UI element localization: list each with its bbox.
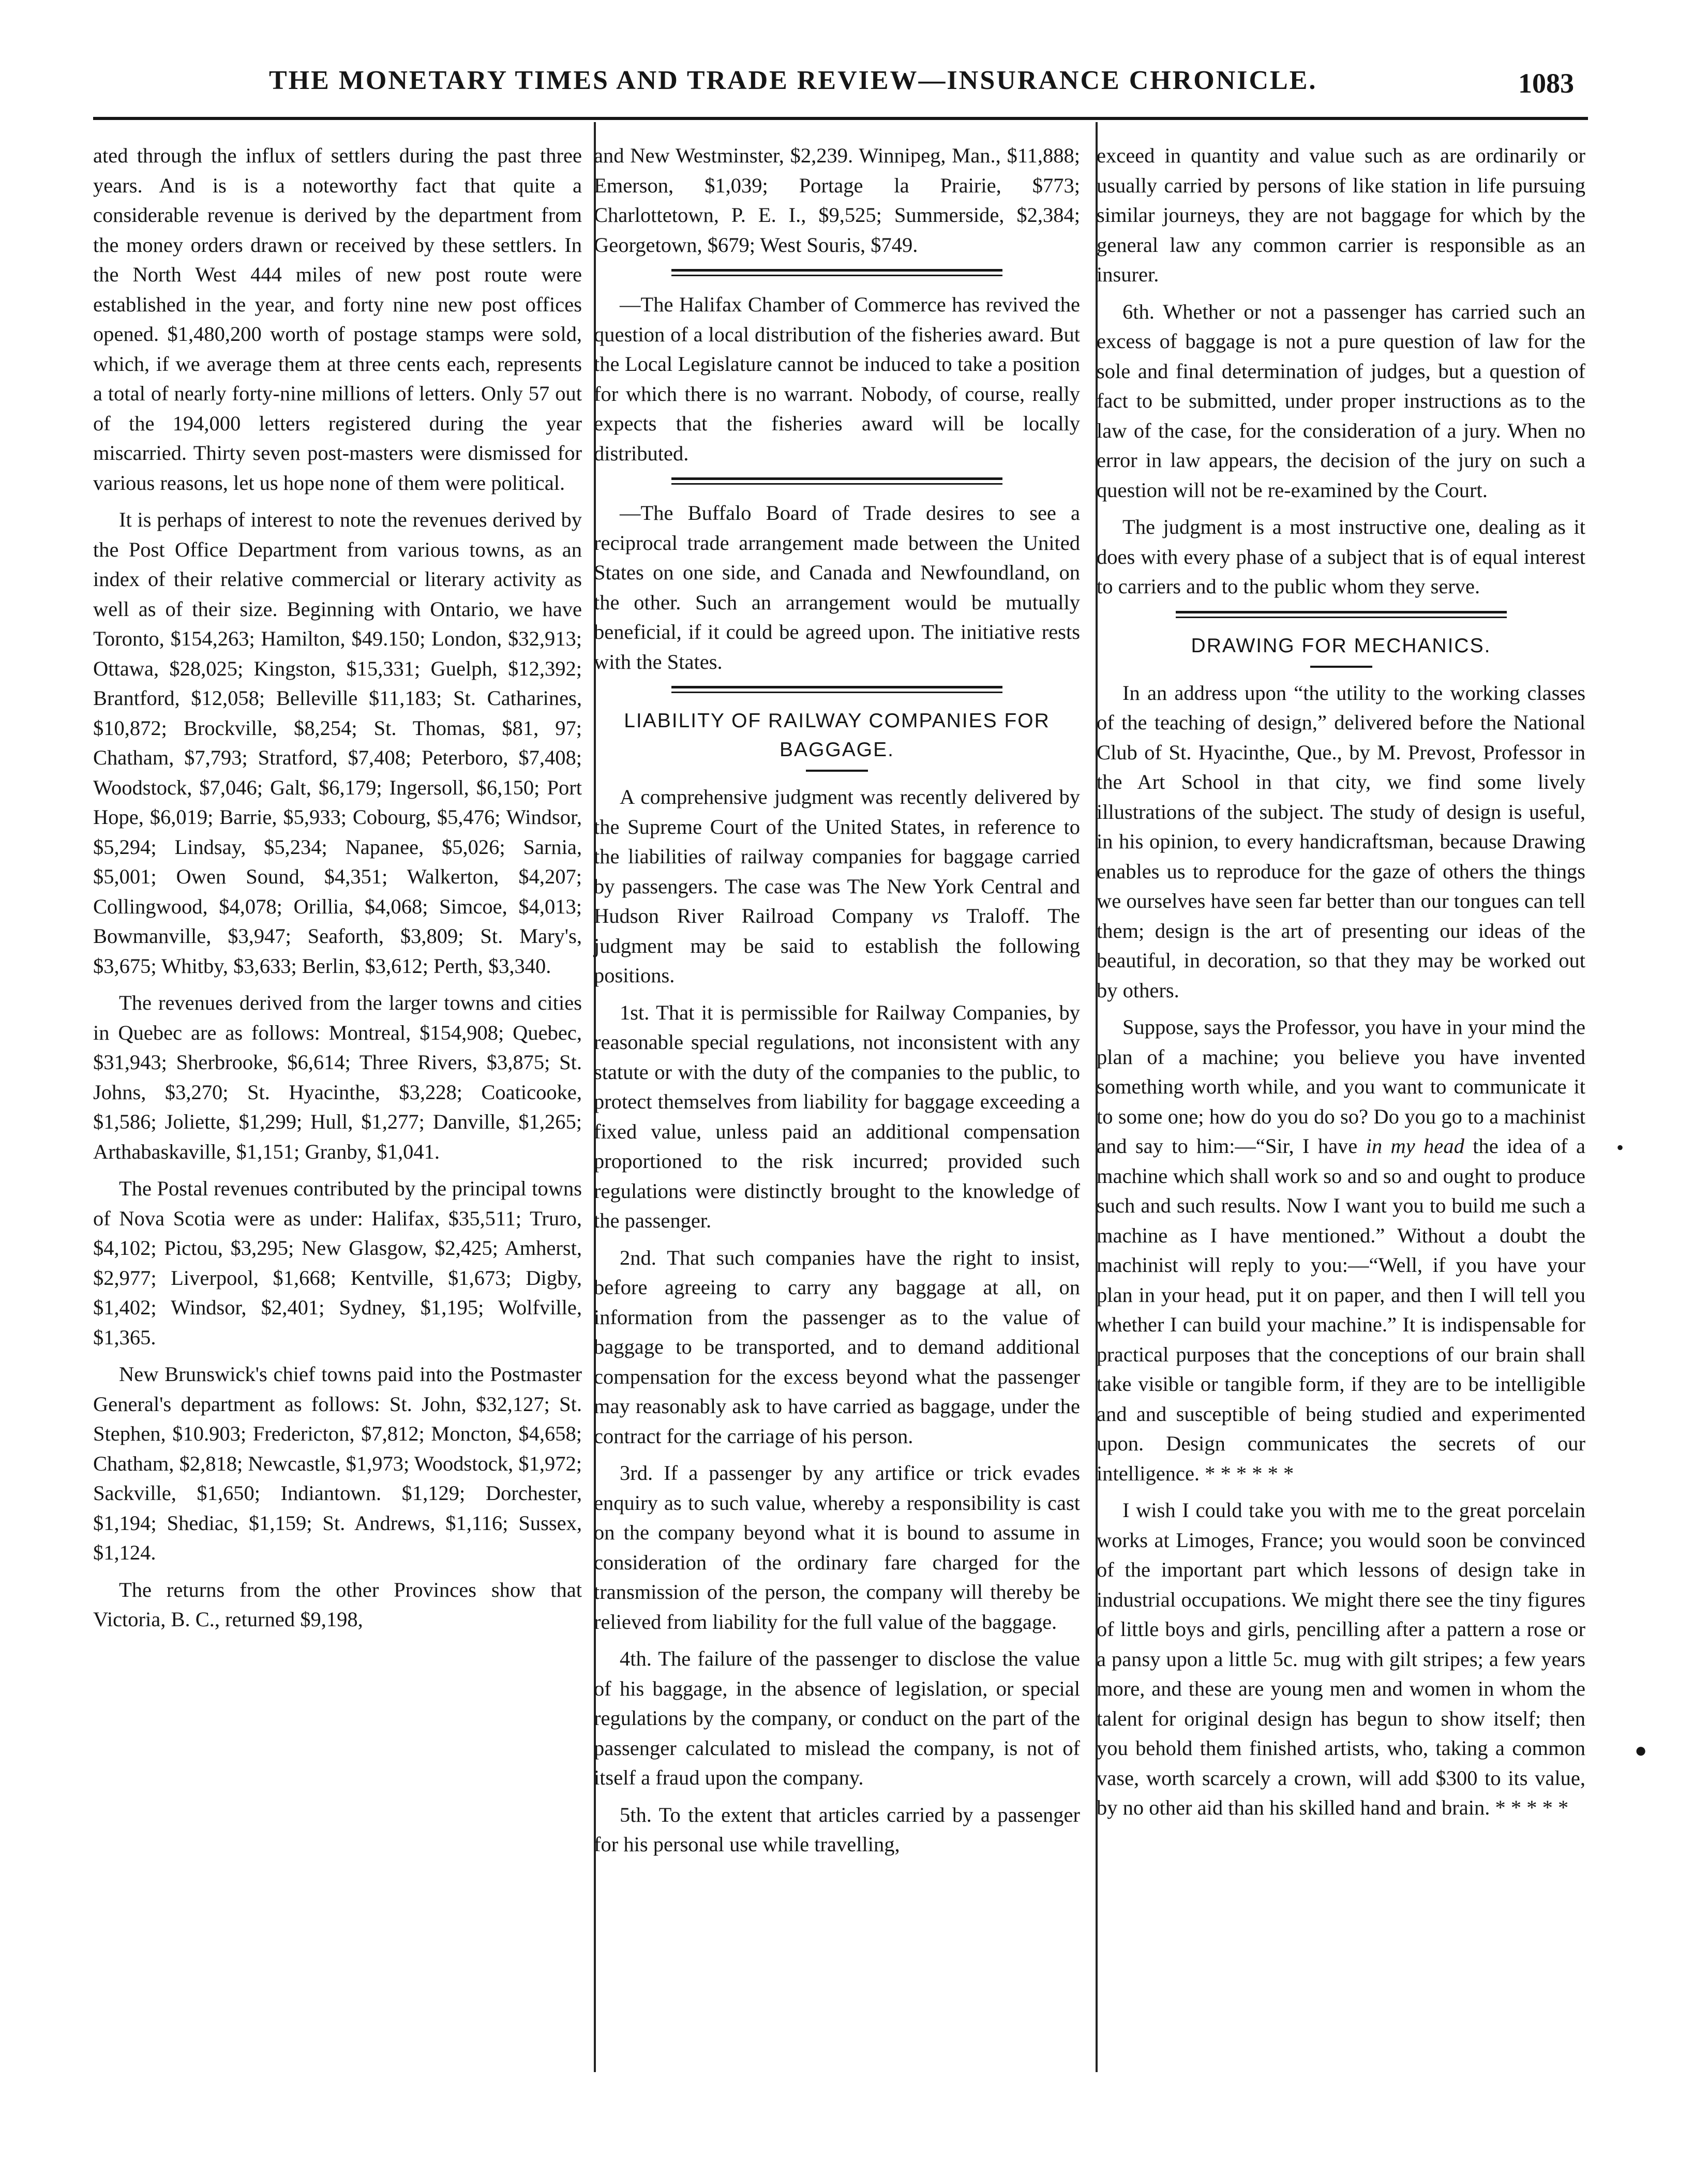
- heading-rule: [806, 770, 868, 772]
- paragraph: —The Halifax Chamber of Commerce has revived the question of a local distribution of the fisheries award. But the Local Legislature cannot be induced to take a position for which there is no warrant. Nobody, of course, really expects that the fisheries award will be locally distributed.: [594, 293, 1080, 465]
- paragraph: The Postal revenues contributed by the principal towns of Nova Scotia were as under: Halifax, $35,511; Truro, $4,102; Pictou, $3,295; New Glasgow, $2,425; Amherst, $2,977; Liverpool, $1,668; Kentville, $1,673; Digby, $1,402; Windsor, $2,401; Sydney, $1,195; Wolfville, $1,365.: [93, 1177, 582, 1349]
- paragraph: exceed in quantity and value such as are ordinarily or usually carried by persons of like station in life pursuing similar journeys, they are not baggage for which by the general law any common carrier is responsible as an insurer.: [1097, 144, 1585, 286]
- paragraph: The returns from the other Provinces show that Victoria, B. C., returned $9,198,: [93, 1578, 582, 1631]
- column-1: [93, 141, 582, 1642]
- column-3: [1097, 141, 1585, 1830]
- paragraph: The judgment is a most instructive one, dealing as it does with every phase of a subject that is of equal interest to carriers and to the public whom they serve.: [1097, 515, 1585, 598]
- paragraph: It is perhaps of interest to note the revenues derived by the Post Office Department from various towns, as an index of their relative commercial or literary activity as well as of their size. Beginning with Ontario, we have Toronto, $154,263; Hamilton, $49.150; London, $32,913; Ottawa, $28,025; Kingston, $15,331; Guelph, $12,392; Brantford, $12,058; Belleville $11,183; St. Catharines, $10,872; Brockville, $8,254; St. Thomas, $81, 97; Chatham, $7,793; Stratford, $7,408; Peterboro, $7,408; Woodstock, $7,046; Galt, $6,179; Ingersoll, $6,150; Port Hope, $6,019; Barrie, $5,933; Cobourg, $5,476; Windsor, $5,294; Lindsay, $5,234; Napanee, $5,026; Sarnia, $5,001; Owen Sound, $4,351; Walkerton, $4,207; Collingwood, $4,078; Orillia, $4,068; Simcoe, $4,013; Bowmanville, $3,947; Seaforth, $3,809; St. Mary's, $3,675; Whitby, $3,633; Berlin, $3,612; Perth, $3,340.: [93, 508, 582, 978]
- paragraph: 5th. To the extent that articles carried by a passenger for his personal use while travelling,: [594, 1803, 1080, 1856]
- paragraph: The revenues derived from the larger towns and cities in Quebec are as follows: Montreal, $154,908; Quebec, $31,943; Sherbrooke, $6,614; Three Rivers, $3,875; St. Johns, $3,270; St. Hyacinthe, $3,228; Coaticooke, $1,586; Joliette, $1,299; Hull, $1,277; Danville, $1,265; Arthabaskaville, $1,151; Granby, $1,041.: [93, 991, 582, 1163]
- paragraph-text: A comprehensive judgment was recently delivered by the Supreme Court of the United States, in reference to the liabilities of railway companies for baggage carried by passengers. The case was The New York Central and Hudson River Railroad Company: [594, 785, 1080, 927]
- margin-ink-mark: ●: [1635, 1738, 1647, 1762]
- section-divider: [671, 686, 1002, 693]
- paragraph: New Brunswick's chief towns paid into the Postmaster General's department as follows: St. John, $32,127; St. Stephen, $10.903; Fredericton, $7,812; Moncton, $4,658; Chatham, $2,818; Newcastle, $1,973; Woodstock, $1,972; Sackville, $1,650; Indiantown. $1,129; Dorchester, $1,194; Shediac, $1,159; St. Andrews, $1,116; Sussex, $1,124.: [93, 1362, 582, 1564]
- paragraph: In an address upon “the utility to the working classes of the teaching of design,” delivered before the National Club of St. Hyacinthe, Que., by M. Prevost, Professor in the Art School in that city, we find some lively illustrations of the subject. The study of design is useful, in his opinion, to every handicraftsman, because Drawing enables us to reproduce for the gaze of others the things we ourselves have seen far better than our tongues can tell them; design is the art of presenting our ideas of the beautiful, in decoration, so that they may be worked out by others.: [1097, 681, 1585, 1002]
- paragraph: ated through the influx of settlers during the past three years. And is is a noteworthy fact that quite a considerable revenue is derived by the department from the money orders drawn or received by these settlers. In the North West 444 miles of new post route were established in the year, and forty nine new post offices opened. $1,480,200 worth of postage stamps were sold, which, if we average them at three cents each, represents a total of nearly forty-nine millions of letters. Only 57 out of the 194,000 letters registered during the year miscarried. Thirty seven post-masters were dismissed for various reasons, let us hope none of them were political.: [93, 144, 582, 494]
- paragraph-text: the idea of a machine which shall work so and so and ought to produce such and such results. Now I want you to build me such a machine as I have mentioned.” Without a doubt the machinist will reply to you:—“Well, if you have your plan in your head, put it on paper, and then I will tell you whether I can build your machine.” It is indispensable for practical purposes that the conceptions of our brain shall take visible or tangible form, if they are to be intelligible and and susceptible of being studied and experimented upon. Design communicates the secrets of our intelligence. * * * * * *: [1097, 1134, 1585, 1485]
- page-title: THE MONETARY TIMES AND TRADE REVIEW—INSURANCE CHRONICLE.: [269, 66, 1317, 95]
- margin-ink-mark: •: [1616, 1136, 1624, 1159]
- paragraph: [1097, 1012, 1585, 1488]
- heading-rule: [1310, 666, 1372, 668]
- paragraph-text: Suppose, says the Professor, you have in your mind the plan of a machine; you believe you have invented something worth while, and you want to communicate it to some one; how do you do so? Do you go to a machinist and say to him:—“Sir, I have: [1097, 1015, 1585, 1158]
- section-divider: [1176, 611, 1507, 618]
- paragraph: —The Buffalo Board of Trade desires to see a reciprocal trade arrangement made between the United States on one side, and Canada and Newfoundland, on the other. Such an arrangement would be mutually beneficial, if it could be agreed upon. The initiative rests with the States.: [594, 501, 1080, 673]
- paragraph: 3rd. If a passenger by any artifice or trick evades enquiry as to such value, whereby a responsibility is cast on the company beyond what it is bound to assume in consideration of the ordinary fare charged for the transmission of the person, the company will thereby be relieved from liability for the full value of the baggage.: [594, 1461, 1080, 1633]
- section-divider: [671, 269, 1002, 276]
- paragraph: and New Westminster, $2,239. Winnipeg, Man., $11,888; Emerson, $1,039; Portage la Prairie, $773; Charlottetown, P. E. I., $9,525; Summerside, $2,384; Georgetown, $679; West Souris, $749.: [594, 144, 1080, 257]
- header-rule: [93, 117, 1588, 120]
- paragraph: 4th. The failure of the passenger to disclose the value of his baggage, in the absence of legislation, or special regulations by the company, or conduct on the part of the passenger calculated to mislead the company, is not of itself a fraud upon the company.: [594, 1647, 1080, 1789]
- article-heading: DRAWING FOR MECHANICS.: [1191, 634, 1491, 657]
- article-heading: LIABILITY OF RAILWAY COMPANIES FOR BAGGAGE.: [624, 710, 1050, 761]
- page-number: 1083: [1518, 68, 1574, 99]
- paragraph: 6th. Whether or not a passenger has carried such an excess of baggage is not a pure question of law for the sole and final determination of judges, but a question of fact to be submitted, under proper instructions as to the law of the case, for the consideration of a jury. When no error in law appears, the decision of the jury on such a question will not be re-examined by the Court.: [1097, 299, 1585, 502]
- paragraph: [594, 782, 1080, 991]
- italic-text: vs: [931, 904, 949, 927]
- italic-text: in my head: [1366, 1134, 1464, 1158]
- section-divider: [671, 477, 1002, 485]
- paragraph: 2nd. That such companies have the right to insist, before agreeing to carry any baggage at all, on information from the passenger as to the value of baggage to be transported, and to demand additional compensation for the excess beyond what the passenger may reasonably ask to have carried as baggage, under the contract for the carriage of his person.: [594, 1246, 1080, 1448]
- column-2: [594, 141, 1080, 1867]
- paragraph: 1st. That it is permissible for Railway Companies, by reasonable special regulations, not inconsistent with any statute or with the duty of the companies to the public, to protect themselves from liability for baggage exceeding a fixed value, unless paid an additional compensation proportioned to the risk incurred; provided such regulations were distinctly brought to the knowledge of the passenger.: [594, 1000, 1080, 1232]
- paragraph: I wish I could take you with me to the great porcelain works at Limoges, France; you would soon be convinced of the important part which lessons of design take in industrial occupations. We might there see the tiny figures of little boys and girls, pencilling after a pattern a rose or a pansy upon a little 5c. mug with gilt stripes; a few years more, and these are young men and women in whom the talent for original design has begun to show itself; then you behold them finished artists, who, taking a common vase, worth scarcely a crown, will add $300 to its value, by no other aid than his skilled hand and brain. * * * * *: [1097, 1498, 1585, 1819]
- paragraph-text: Traloff. The judgment may be said to establish the following positions.: [594, 904, 1080, 987]
